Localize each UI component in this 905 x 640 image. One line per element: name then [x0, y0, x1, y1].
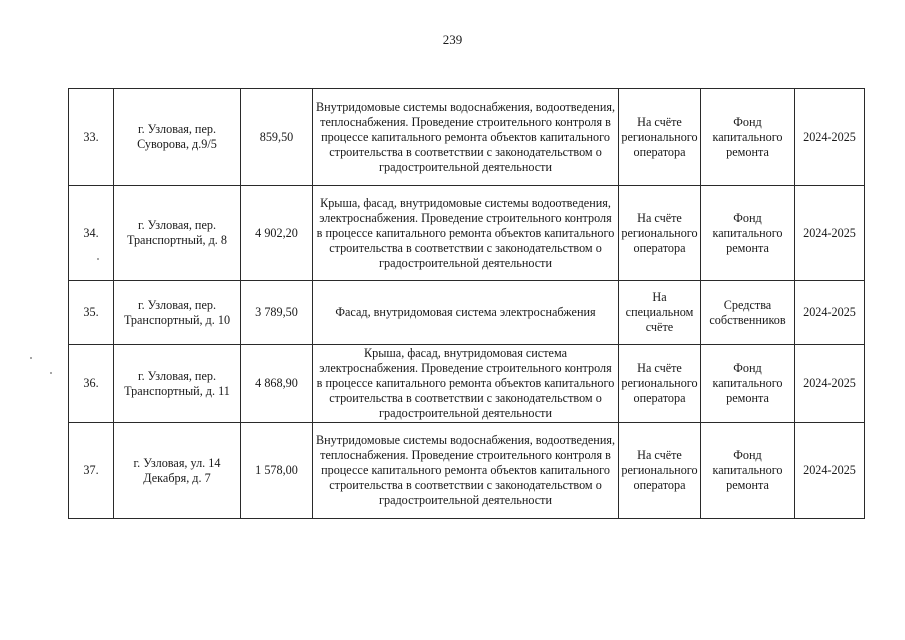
table-row [69, 89, 865, 186]
funding-source: Средства собственников [701, 281, 795, 345]
funding-source: Фонд капитального ремонта [701, 423, 795, 519]
repair-period: 2024-2025 [795, 89, 865, 186]
funding-source: Фонд капитального ремонта [701, 89, 795, 186]
funds-account: На специальном счёте [619, 281, 701, 345]
house-address: г. Узловая, пер. Транспортный, д. 10 [114, 281, 241, 345]
repair-period: 2024-2025 [795, 186, 865, 281]
funding-source: Фонд капитального ремонта [701, 345, 795, 423]
repair-works: Внутридомовые системы водоснабжения, водоотведения, теплоснабжения. Проведение строительного контроля в процессе капитального ремонта объектов капитального строительства в соответствии с законодательством о градостроительной деятельности [313, 423, 619, 519]
funds-account: На счёте регионального оператора [619, 186, 701, 281]
funds-account: На счёте регионального оператора [619, 89, 701, 186]
house-area: 859,50 [241, 89, 313, 186]
table-row [69, 345, 865, 423]
table-row [69, 423, 865, 519]
repair-period: 2024-2025 [795, 345, 865, 423]
scan-speck [50, 372, 52, 374]
row-number: 36. [69, 345, 114, 423]
house-area: 1 578,00 [241, 423, 313, 519]
page-number: 239 [442, 32, 463, 47]
house-address: г. Узловая, пер. Суворова, д.9/5 [114, 89, 241, 186]
repair-period: 2024-2025 [795, 281, 865, 345]
house-address: г. Узловая, пер. Транспортный, д. 11 [114, 345, 241, 423]
funding-source: Фонд капитального ремонта [701, 186, 795, 281]
row-number: 35. [69, 281, 114, 345]
repair-works: Крыша, фасад, внутридомовые системы водоотведения, электроснабжения. Проведение строительного контроля в процессе капитального ремонта объектов капитального строительства в соответствии с законодательством о градостроительной деятельности [313, 186, 619, 281]
table-row [69, 281, 865, 345]
repair-works: Фасад, внутридомовая система электроснабжения [313, 281, 619, 345]
house-area: 3 789,50 [241, 281, 313, 345]
repair-period: 2024-2025 [795, 423, 865, 519]
scan-speck [97, 258, 99, 260]
repair-program-table [68, 88, 865, 519]
funds-account: На счёте регионального оператора [619, 345, 701, 423]
funds-account: На счёте регионального оператора [619, 423, 701, 519]
house-address: г. Узловая, ул. 14 Декабря, д. 7 [114, 423, 241, 519]
house-address: г. Узловая, пер. Транспортный, д. 8 [114, 186, 241, 281]
table-row [69, 186, 865, 281]
repair-works: Внутридомовые системы водоснабжения, водоотведения, теплоснабжения. Проведение строительного контроля в процессе капитального ремонта объектов капитального строительства в соответствии с законодательством о градостроительной деятельности [313, 89, 619, 186]
row-number: 33. [69, 89, 114, 186]
scan-speck [30, 357, 32, 359]
row-number: 37. [69, 423, 114, 519]
house-area: 4 868,90 [241, 345, 313, 423]
repair-works: Крыша, фасад, внутридомовая система электроснабжения. Проведение строительного контроля в процессе капитального ремонта объектов капитального строительства в соответствии с законодательством о градостроительной деятельности [313, 345, 619, 423]
house-area: 4 902,20 [241, 186, 313, 281]
row-number: 34. [69, 186, 114, 281]
